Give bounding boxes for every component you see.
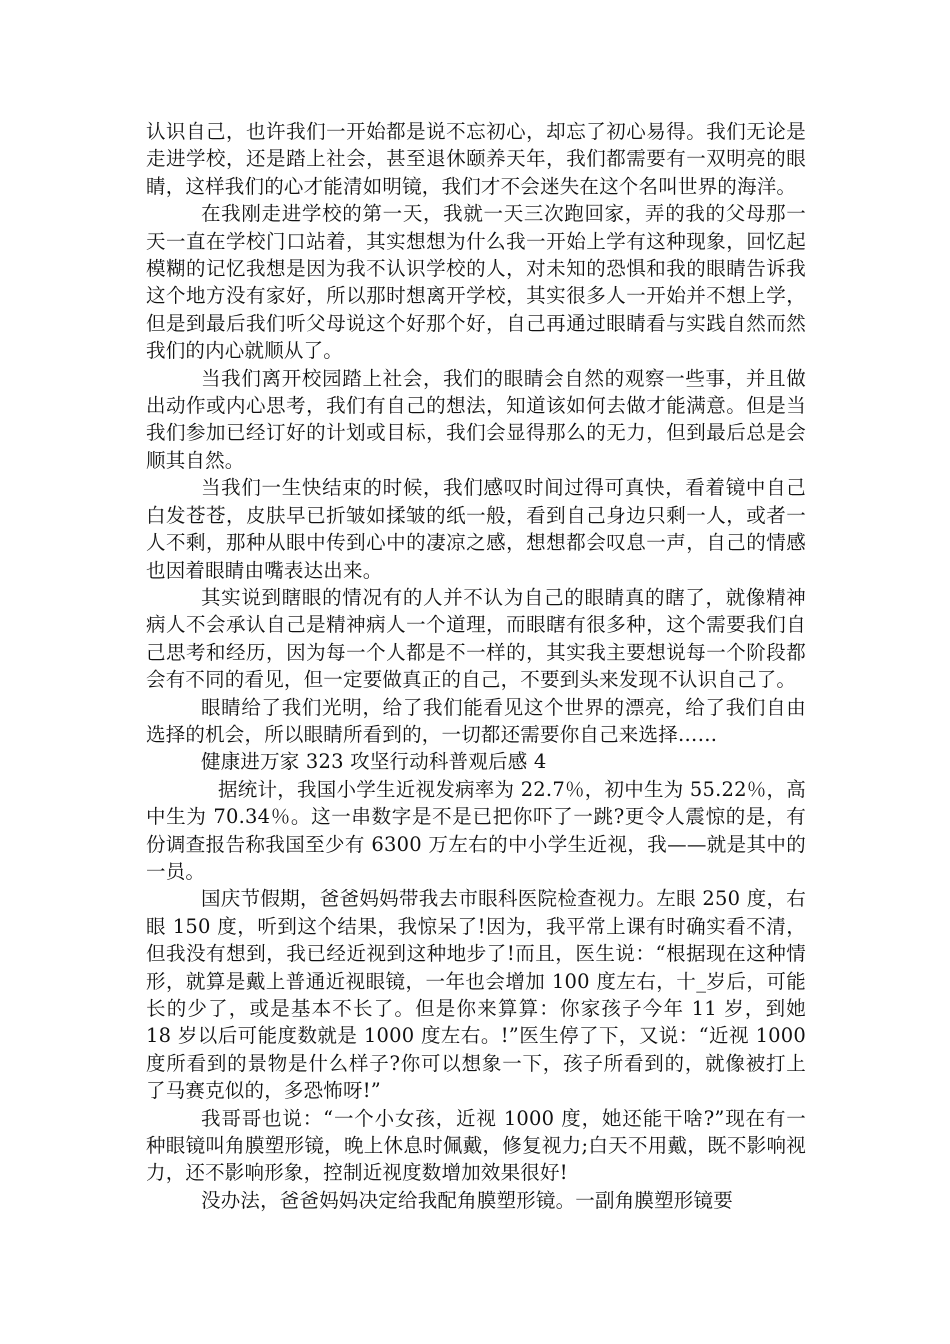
paragraph: 当我们离开校园踏上社会，我们的眼睛会自然的观察一些事，并且做出动作或内心思考，我们有自己的想法，知道该如何去做才能满意。但是当我们参加已经订好的计划或目标，我们会显得那么的无力，但到最后总是会顺其自然。	[146, 366, 806, 472]
document-body	[146, 118, 806, 1214]
paragraph: 其实说到瞎眼的情况有的人并不认为自己的眼睛真的瞎了，就像精神病人不会承认自己是精神病人一个道理，而眼瞎有很多种，这个需要我们自己思考和经历，因为每一个人都是不一样的，其实我主要想说每一个阶段都会有不同的看见，但一定要做真正的自己，不要到头来发现不认识自己了。	[146, 585, 806, 692]
paragraph: 我哥哥也说：“一个小女孩，近视 1000 度，她还能干啥?”现在有一种眼镜叫角膜塑形镜，晚上休息时佩戴，修复视力;白天不用戴，既不影响视力，还不影响形象，控制近视度数增加效果很好!	[146, 1106, 806, 1185]
paragraph: 没办法，爸爸妈妈决定给我配角膜塑形镜。一副角膜塑形镜要	[201, 1188, 733, 1212]
paragraph: 当我们一生快结束的时候，我们感叹时间过得可真快，看着镜中自己白发苍苍，皮肤早已折皱如揉皱的纸一般，看到自己身边只剩一人，或者一人不剩，那种从眼中传到心中的凄凉之感，想想都会叹息一声，自己的情感也因着眼睛由嘴表达出来。	[146, 476, 806, 582]
paragraph: 国庆节假期，爸爸妈妈带我去市眼科医院检查视力。左眼 250 度，右眼 150 度，听到这个结果，我惊呆了!因为，我平常上课有时确实看不清，但我没有想到，我已经近视到这种地步了!而且，医生说：“根据现在这种情形，就算是戴上普通近视眼镜，一年也会增加 100 度左右，十_岁后，可能长的少了，或是基本不长了。但是你来算算：你家孩子今年 11 岁，到她 18 岁以后可能度数就是 1000 度左右。!”医生停了下，又说：“近视 1000 度所看到的景物是什么样子?你可以想象一下，孩子所看到的，就像被打上了马赛克似的，多恐怖呀!”	[146, 887, 806, 1103]
paragraph: 据统计，我国小学生近视发病率为 22.7％，初中生为 55.22％，高中生为 70.34％。这一串数字是不是已把你吓了一跳?更令人震惊的是，有份调查报告称我国至少有 6300 万左右的中小学生近视，我——就是其中的一员。	[146, 777, 806, 883]
paragraph: 认识自己，也许我们一开始都是说不忘初心，却忘了初心易得。我们无论是走进学校，还是踏上社会，甚至退休颐养天年，我们都需要有一双明亮的眼睛，这样我们的心才能清如明镜，我们才不会迷失在这个名叫世界的海洋。	[146, 120, 806, 198]
paragraph: 眼睛给了我们光明，给了我们能看见这个世界的漂亮，给了我们自由选择的机会，所以眼睛所看到的，一切都还需要你自己来选择……	[146, 695, 806, 746]
section-heading: 健康进万家 323 攻坚行动科普观后感 4	[201, 750, 547, 774]
paragraph: 在我刚走进学校的第一天，我就一天三次跑回家，弄的我的父母那一天一直在学校门口站着，其实想想为什么我一开始上学有这种现象，回忆起模糊的记忆我想是因为我不认识学校的人，对未知的恐惧和我的眼睛告诉我这个地方没有家好，所以那时想离开学校，其实很多人一开始并不想上学，但是到最后我们听父母说这个好那个好，自己再通过眼睛看与实践自然而然我们的内心就顺从了。	[146, 202, 806, 363]
